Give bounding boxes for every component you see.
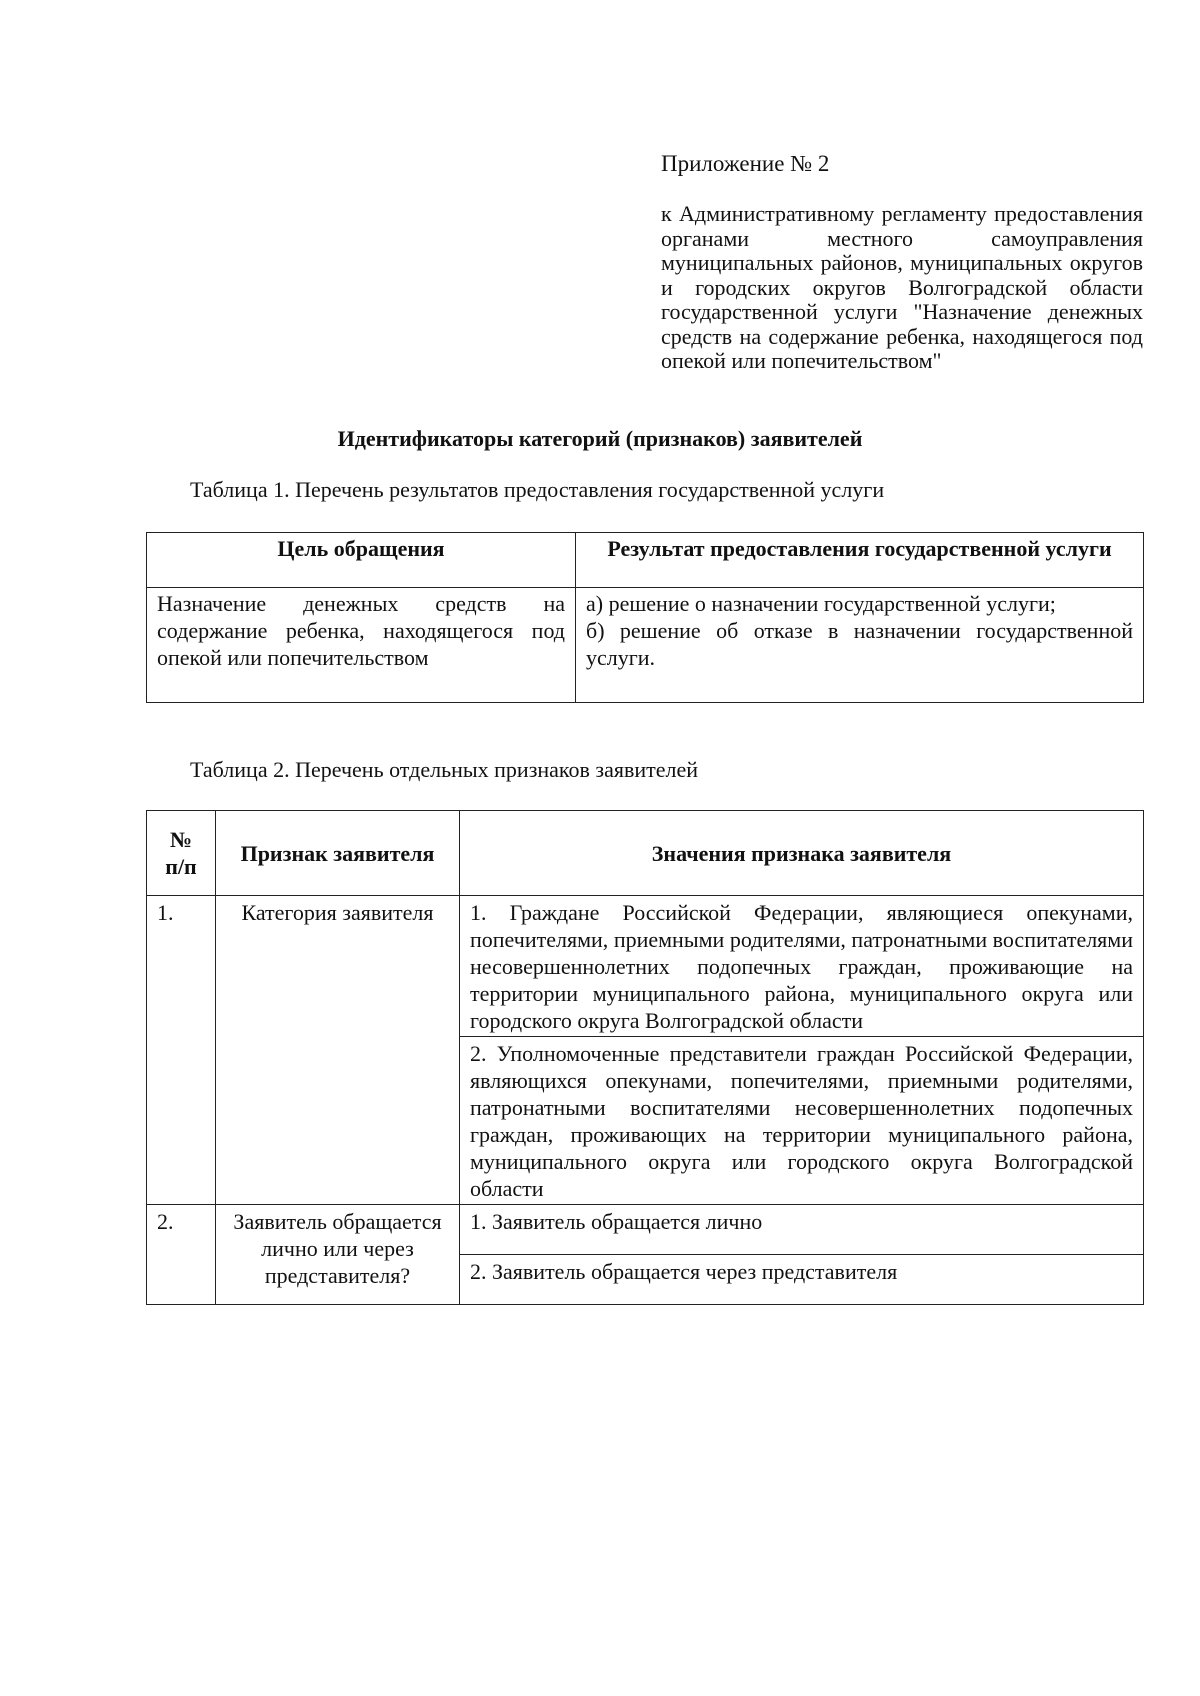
table-header-row	[147, 533, 1144, 588]
applicant-features-table	[146, 810, 1144, 1305]
row-number: 2.	[147, 1205, 216, 1305]
table-row	[147, 588, 1144, 703]
purpose-cell: Назначение денежных средств на содержание ребенка, находящегося под опекой или попечительством	[147, 588, 576, 703]
result-item-refuse: б) решение об отказе в назначении государственной услуги.	[586, 618, 1133, 670]
header-result: Результат предоставления государственной услуги	[576, 533, 1144, 588]
header-purpose: Цель обращения	[147, 533, 576, 588]
row-number: 1.	[147, 896, 216, 1205]
table-1-caption: Таблица 1. Перечень результатов предоставления государственной услуги	[190, 477, 885, 502]
result-item-approve: а) решение о назначении государственной услуги;	[586, 591, 1056, 616]
value-cell: 1. Граждане Российской Федерации, являющиеся опекунами, попечителями, приемными родителями, патронатными воспитателями несовершеннолетних подопечных граждан, проживающие на территории муниципального района, муниципального округа или городского округа Волгоградской области	[460, 896, 1144, 1037]
header-number-abbr: п/п	[165, 854, 197, 879]
result-cell	[576, 588, 1144, 703]
header-values: Значения признака заявителя	[460, 811, 1144, 896]
value-cell: 2. Заявитель обращается через представителя	[460, 1255, 1144, 1305]
table-header-row	[147, 811, 1144, 896]
value-cell: 1. Заявитель обращается лично	[460, 1205, 1144, 1255]
header-feature: Признак заявителя	[216, 811, 460, 896]
header-number	[147, 811, 216, 896]
header-number-sign: №	[169, 827, 193, 852]
document-heading: Идентификаторы категорий (признаков) заявителей	[337, 426, 863, 451]
feature-cell: Заявитель обращается лично или через представителя?	[216, 1205, 460, 1305]
table-row	[147, 1205, 1144, 1255]
feature-cell: Категория заявителя	[216, 896, 460, 1205]
table-row	[147, 896, 1144, 1037]
results-table	[146, 532, 1144, 703]
appendix-title: Приложение № 2	[661, 151, 830, 176]
appendix-reference-text: к Административному регламенту предоставления органами местного самоуправления муниципальных районов, муниципальных округов и городских округов Волгоградской области государственной услуги "Назначение денежных средств на содержание ребенка, находящегося под опекой или попечительством"	[661, 201, 1143, 373]
table-2-caption: Таблица 2. Перечень отдельных признаков заявителей	[190, 757, 699, 782]
value-cell: 2. Уполномоченные представители граждан Российской Федерации, являющихся опекунами, попечителями, приемными родителями, патронатными воспитателями несовершеннолетних подопечных граждан, проживающих на территории муниципального района, муниципального округа или городского округа Волгоградской области	[460, 1037, 1144, 1205]
